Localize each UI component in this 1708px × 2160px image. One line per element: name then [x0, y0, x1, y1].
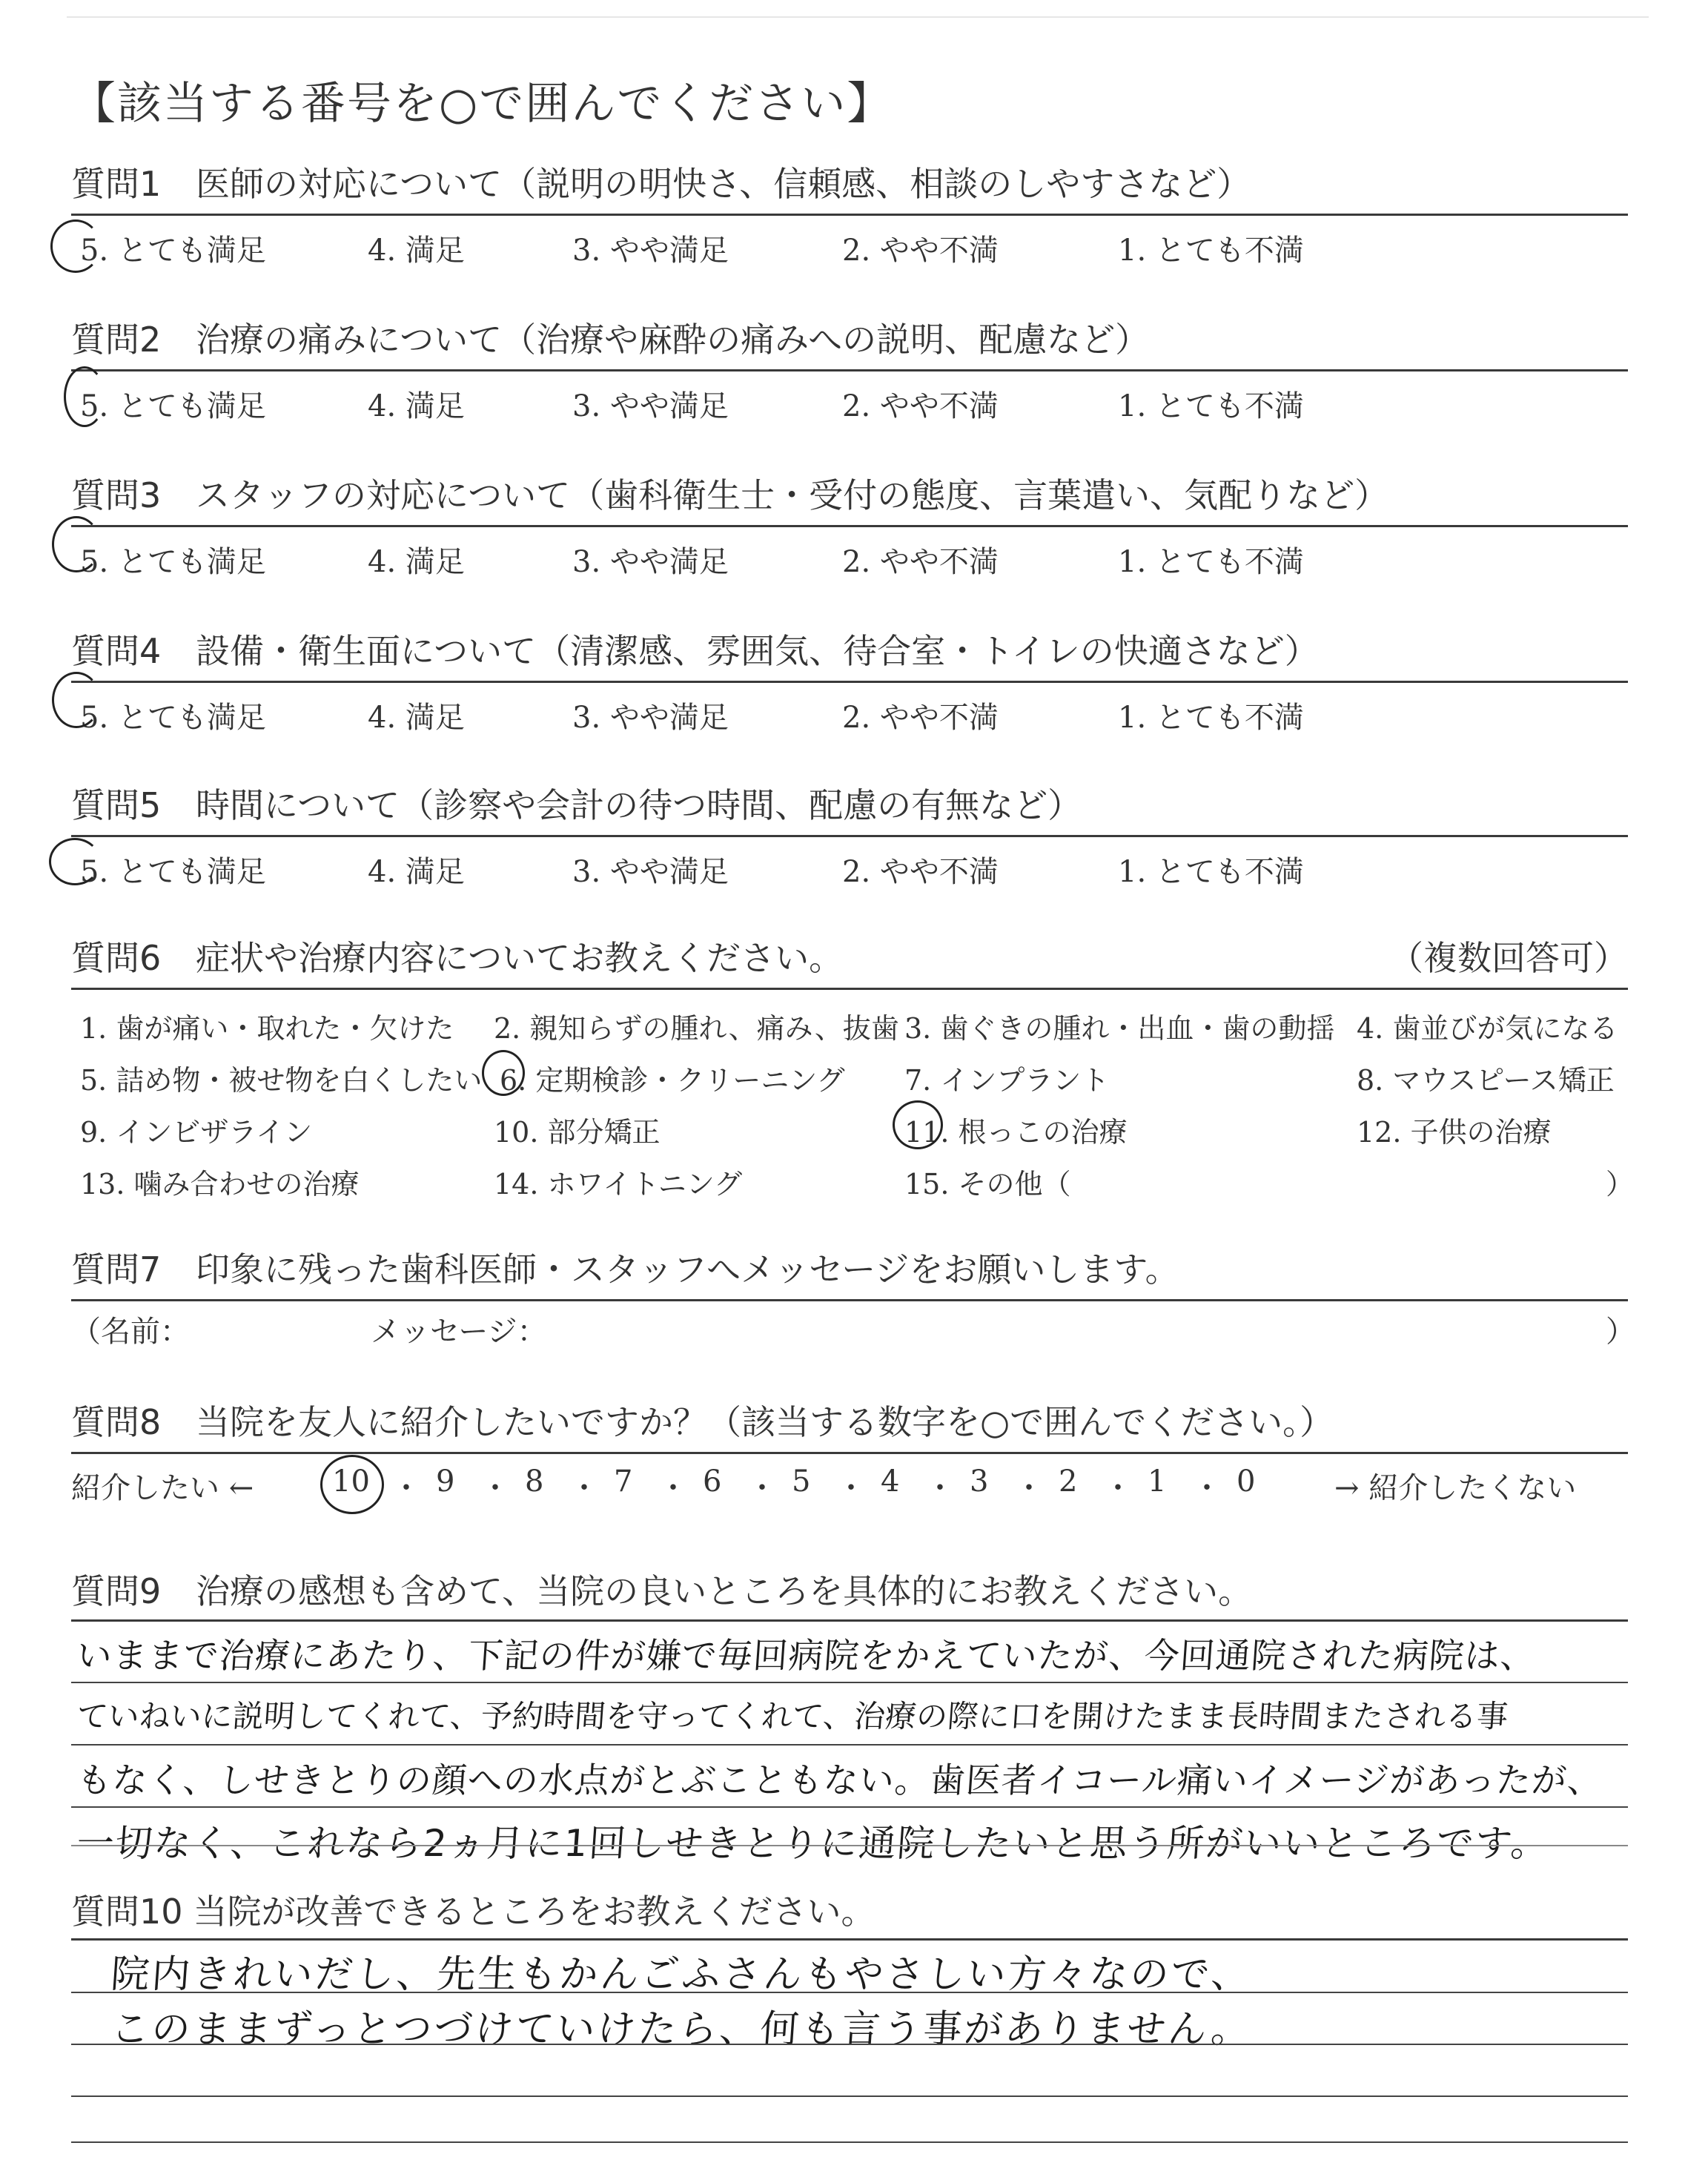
name-label: （名前： — [71, 1315, 190, 1349]
question-10 — [71, 1889, 1628, 1934]
selection-circle — [64, 366, 105, 427]
option-2[interactable]: 2. やや不満 — [842, 389, 999, 423]
question-2 — [71, 317, 1628, 362]
symptom-option[interactable]: 5. 詰め物・被せ物を白くしたい — [80, 1064, 483, 1097]
symptom-option-selected[interactable]: 11. 根っこの治療 — [904, 1116, 1128, 1149]
selection-circle — [52, 672, 101, 728]
top-border — [67, 16, 1649, 18]
scale-value[interactable]: 1 — [1148, 1464, 1167, 1499]
scale-value[interactable]: 7 — [614, 1464, 633, 1499]
option-2[interactable]: 2. やや不満 — [842, 234, 999, 268]
question-number: 質問5 — [71, 785, 162, 825]
answer-line: 一切なく、これなら2ヵ月に1回しせきとりに通院したいと思う所がいいところです。 — [75, 1822, 1551, 1865]
symptom-option[interactable]: 10. 部分矯正 — [494, 1116, 661, 1149]
question-title: 治療の痛みについて（治療や麻酔の痛みへの説明、配慮など） — [196, 320, 1150, 360]
message-label: メッセージ： — [371, 1315, 547, 1349]
option-4[interactable]: 4. 満足 — [368, 545, 465, 579]
answer-line: いままで治療にあたり、下記の件が嫌で毎回病院をかえていたが、今回通院された病院は、 — [75, 1636, 1537, 1677]
scale-dot: ・ — [569, 1471, 599, 1505]
symptom-option[interactable]: 14. ホワイトニング — [494, 1168, 743, 1200]
writing-line — [71, 2141, 1628, 2143]
option-2[interactable]: 2. やや不満 — [842, 701, 999, 735]
scale-value[interactable]: 0 — [1237, 1464, 1256, 1499]
writing-line — [71, 1682, 1628, 1683]
selection-circle — [320, 1455, 384, 1514]
question-2-rule — [71, 369, 1628, 371]
writing-line — [71, 2095, 1628, 2097]
question-4 — [71, 629, 1628, 673]
question-6 — [71, 936, 1628, 980]
scale-value[interactable]: 2 — [1059, 1464, 1078, 1499]
question-title: 時間について（診察や会計の待つ時間、配慮の有無など） — [196, 785, 1082, 825]
scale-dot: ・ — [1192, 1471, 1222, 1505]
scale-dot: ・ — [1014, 1471, 1044, 1505]
question-5 — [71, 783, 1628, 828]
option-1[interactable]: 1. とても不満 — [1118, 701, 1304, 735]
option-3[interactable]: 3. やや満足 — [572, 701, 729, 735]
option-3[interactable]: 3. やや満足 — [572, 545, 729, 579]
scale-value[interactable]: 5 — [792, 1464, 811, 1499]
symptom-option[interactable]: 1. 歯が痛い・取れた・欠けた — [80, 1012, 454, 1045]
option-4[interactable]: 4. 満足 — [368, 855, 465, 889]
question-title: 設備・衛生面について（清潔感、雰囲気、待合室・トイレの快適さなど） — [196, 631, 1319, 671]
question-number: 質問2 — [71, 320, 162, 360]
symptom-option[interactable]: 8. マウスピース矯正 — [1357, 1064, 1615, 1097]
question-title: 医師の対応について（説明の明快さ、信頼感、相談のしやすさなど） — [196, 164, 1251, 204]
question-title: 当院を友人に紹介したいですか？（該当する数字を○で囲んでください。） — [196, 1402, 1334, 1442]
selection-circle — [893, 1100, 943, 1149]
writing-line — [71, 1845, 1628, 1846]
symptom-option[interactable]: 13. 噛み合わせの治療 — [80, 1168, 360, 1200]
question-7-rule — [71, 1299, 1628, 1301]
question-8 — [71, 1400, 1628, 1444]
option-1[interactable]: 1. とても不満 — [1118, 389, 1304, 423]
question-number: 質問7 — [71, 1249, 162, 1289]
question-4-rule — [71, 681, 1628, 683]
option-5[interactable]: 5. とても満足 — [80, 389, 266, 423]
scale-value[interactable]: 6 — [703, 1464, 722, 1499]
symptom-option[interactable]: 3. 歯ぐきの腫れ・出血・歯の動揺 — [904, 1012, 1335, 1045]
answer-line: もなく、しせきとりの顔への水点がとぶこともない。歯医者イコール痛いイメージがあったが、 — [75, 1760, 1605, 1801]
scale-left-label: 紹介したい ← — [71, 1471, 254, 1505]
question-title: 当院が改善できるところをお教えください。 — [193, 1892, 875, 1932]
scale-value[interactable]: 4 — [881, 1464, 900, 1499]
symptom-option[interactable]: 7. インプラント — [904, 1064, 1110, 1097]
question-number: 質問1 — [71, 164, 162, 204]
question-9 — [71, 1569, 1628, 1614]
selection-circle — [50, 219, 101, 273]
question-number: 質問10 — [71, 1892, 183, 1932]
scale-dot: ・ — [480, 1471, 510, 1505]
option-3[interactable]: 3. やや満足 — [572, 234, 729, 268]
question-10-rule — [71, 1938, 1628, 1941]
option-3[interactable]: 3. やや満足 — [572, 389, 729, 423]
question-title: 治療の感想も含めて、当院の良いところを具体的にお教えください。 — [196, 1571, 1253, 1611]
question-number: 質問8 — [71, 1402, 162, 1442]
question-3-rule — [71, 525, 1628, 527]
answer-line: このままずっとつづけていけたら、何も言う事がありません。 — [109, 2007, 1254, 2052]
question-number: 質問6 — [71, 938, 162, 978]
question-9-rule — [71, 1619, 1628, 1622]
symptom-option[interactable]: 2. 親知らずの腫れ、痛み、抜歯 — [494, 1012, 899, 1045]
question-title: スタッフの対応について（歯科衛生士・受付の態度、言葉遣い、気配りなど） — [196, 475, 1389, 515]
option-1[interactable]: 1. とても不満 — [1118, 545, 1304, 579]
option-1[interactable]: 1. とても不満 — [1118, 234, 1304, 268]
option-5[interactable]: 5. とても満足 — [80, 234, 266, 268]
question-title: 印象に残った歯科医師・スタッフへメッセージをお願いします。 — [196, 1249, 1179, 1289]
question-6-rule — [71, 988, 1628, 990]
selection-circle — [49, 838, 101, 885]
writing-line — [71, 1806, 1628, 1808]
scale-dot: ・ — [1103, 1471, 1133, 1505]
writing-line — [71, 2044, 1628, 2045]
selection-circle — [52, 516, 101, 572]
scale-dot: ・ — [925, 1471, 955, 1505]
scale-dot: ・ — [658, 1471, 688, 1505]
scale-value[interactable]: 10 — [332, 1464, 370, 1499]
writing-line — [71, 1744, 1628, 1745]
option-5[interactable]: 5. とても満足 — [80, 855, 266, 889]
writing-line — [71, 1992, 1628, 1993]
question-number: 質問9 — [71, 1571, 162, 1611]
question-8-rule — [71, 1452, 1628, 1454]
symptom-option-selected[interactable]: 6. 定期検診・クリーニング — [500, 1064, 845, 1097]
option-4[interactable]: 4. 満足 — [368, 389, 465, 423]
option-2[interactable]: 2. やや不満 — [842, 855, 999, 889]
option-4[interactable]: 4. 満足 — [368, 234, 465, 268]
scale-right-label: → 紹介したくない — [1334, 1471, 1577, 1505]
question-1-rule — [71, 214, 1628, 216]
option-4[interactable]: 4. 満足 — [368, 701, 465, 735]
option-2[interactable]: 2. やや不満 — [842, 545, 999, 579]
symptom-option[interactable]: 15. その他（ — [904, 1168, 1071, 1200]
question-number: 質問3 — [71, 475, 162, 515]
option-1[interactable]: 1. とても不満 — [1118, 855, 1304, 889]
option-3[interactable]: 3. やや満足 — [572, 855, 729, 889]
question-title: 症状や治療内容についてお教えください。 — [196, 938, 844, 978]
question-1 — [71, 162, 1628, 206]
scale-value[interactable]: 9 — [436, 1464, 455, 1499]
symptom-option-close: ） — [1606, 1168, 1635, 1200]
option-5[interactable]: 5. とても満足 — [80, 545, 266, 579]
symptom-option[interactable]: 12. 子供の治療 — [1357, 1116, 1552, 1149]
scale-value[interactable]: 3 — [970, 1464, 989, 1499]
symptom-option[interactable]: 4. 歯並びが気になる — [1357, 1012, 1618, 1045]
page-heading: 【該当する番号を○で囲んでください】 — [71, 78, 893, 130]
selection-circle — [482, 1050, 525, 1096]
answer-line: ていねいに説明してくれて、予約時間を守ってくれて、治療の際に口を開けたまま長時間またされる事 — [76, 1698, 1509, 1734]
question-number: 質問4 — [71, 631, 162, 671]
question-7 — [71, 1247, 1628, 1292]
scale-dot: ・ — [836, 1471, 866, 1505]
scale-value[interactable]: 8 — [525, 1464, 544, 1499]
scale-dot: ・ — [391, 1471, 421, 1505]
question-3 — [71, 473, 1628, 518]
answer-line: 院内きれいだし、先生もかんごふさんもやさしい方々なので、 — [109, 1952, 1254, 1997]
option-5[interactable]: 5. とても満足 — [80, 701, 266, 735]
multiple-answer-note: （複数回答可） — [1389, 938, 1628, 978]
question-5-rule — [71, 835, 1628, 837]
symptom-option[interactable]: 9. インビザライン — [80, 1116, 313, 1149]
scale-dot: ・ — [747, 1471, 777, 1505]
message-close: ） — [1606, 1315, 1635, 1349]
